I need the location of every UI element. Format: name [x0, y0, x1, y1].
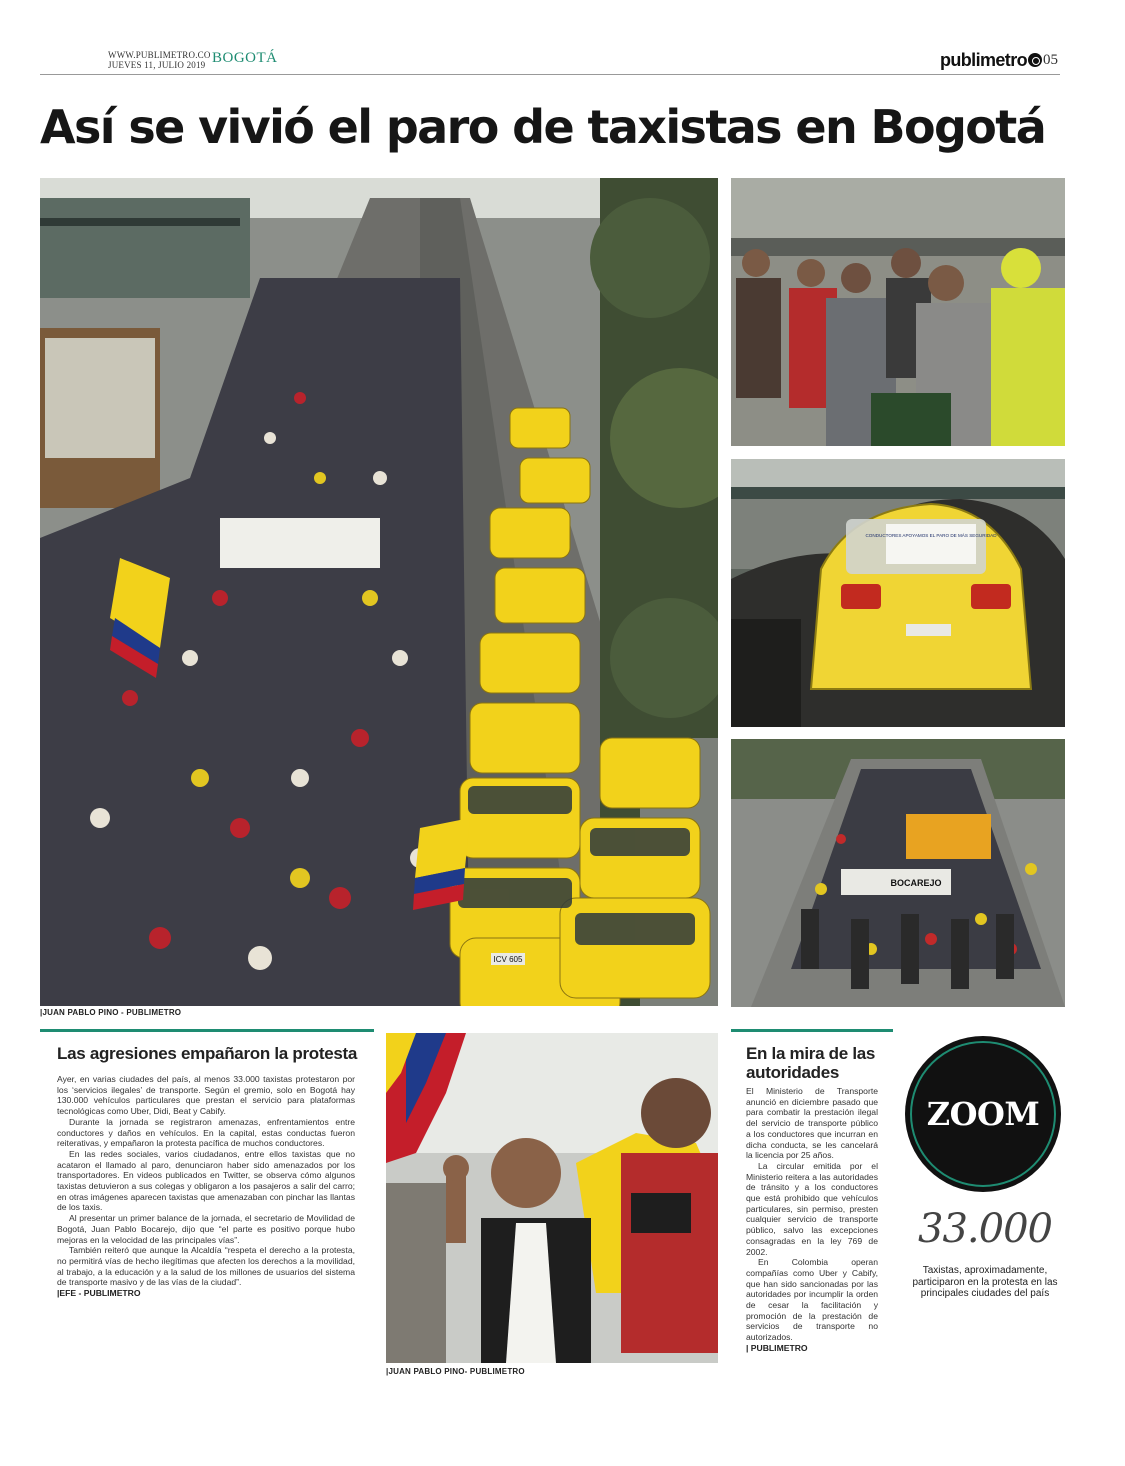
article-paragraph: Durante la jornada se registraron amenazas, enfrentamientos entre conductores y daños en vehículos. En la capital, estas conductas fueron reiterativas, y empañaron la protesta pacífica de muchos conductores. — [57, 1116, 355, 1149]
side-article-signature: | PUBLIMETRO — [746, 1342, 808, 1353]
photo-secretary-with-protesters — [386, 1033, 718, 1363]
license-plate: ICV 605 — [493, 955, 523, 964]
article-title: Las agresiones empañaron la protesta — [57, 1044, 358, 1063]
brand-name: publimetro — [940, 50, 1027, 70]
side-article-paragraph: La circular emitida por el Ministerio reitera a las autoridades de tránsito y a los conductores que está prohibido que vehículos particulares, sin permiso, presten cualquier servicio de transporte público, salvo las excepciones consagradas en la ley 769 de 2002. — [746, 1160, 878, 1257]
article-signature: |EFE - PUBLIMETRO — [57, 1288, 141, 1299]
brand-globe-icon — [1028, 53, 1042, 67]
taxi-sign-text: CONDUCTORES APOYAMOS EL PARO DE MÁS SEGURIDAD — [865, 533, 997, 538]
article-rule — [40, 1029, 374, 1032]
side-article-paragraph: El Ministerio de Transporte anunció en diciembre pasado que para combatir la prestación ilegal del servicio de transporte público a los conductores que incurran en dicha conducta, se les cancelará la licencia por 25 años. — [746, 1086, 878, 1161]
svg-text:CONDUCTORES APOYAMOS EL PARO D — [865, 532, 997, 538]
site-meta — [108, 50, 211, 70]
zoom-caption: Taxistas, aproximadamente, participaron en la protesta en las principales ciudades del país — [912, 1265, 1058, 1299]
article-paragraph: En las redes sociales, varios ciudadanos, entre ellos taxistas que no acataron el llamado al paro, denunciaron haber sido amenazados por los transportadores. En videos publicados en Twitter, se observa cómo algunos taxistas detuvieron a sus colegas y obligaron a los pasajeros a salir del carro; en otras imágenes aparecen taxistas que amenazaban con pinchar las llantas de los taxis. — [57, 1148, 355, 1213]
article-paragraph: Ayer, en varias ciudades del país, al menos 33.000 taxistas protestaron por los ‘servicios ilegales’ de transporte. Según el gremio, solo en Bogotá hay 130.000 vehículos particulares que prestan el servicio para plataformas tecnológicas como Uber, Didi, Beat y Cabify. — [57, 1074, 355, 1117]
section-label: BOGOTÁ — [212, 50, 278, 66]
article-body — [57, 1074, 355, 1299]
main-photo-taxi-protest — [40, 178, 718, 1006]
brand-logo — [940, 50, 1042, 71]
zoom-label: ZOOM — [926, 1095, 1040, 1133]
article-paragraph: Al presentar un primer balance de la jornada, el secretario de Movilidad de Bogotá, Juan Pablo Bocarejo, dijo que “el parte es positivo porque hubo mejoras en la velocidad de las principales vías”. — [57, 1213, 355, 1245]
header-divider — [40, 74, 1060, 75]
masthead — [0, 0, 1125, 80]
main-photo-credit: |JUAN PABLO PINO - PUBLIMETRO — [40, 1008, 182, 1017]
photo-taxi-sign — [731, 459, 1065, 727]
issue-date: JUEVES 11, JULIO 2019 — [108, 60, 206, 70]
photo-crowd-march — [731, 739, 1065, 1007]
side-article-paragraph: En Colombia operan compañías como Uber y Cabify, que han sido sancionadas por las autoridades por incumplir la orden de cesar la facilitación y promoción de la prestación de servicios de transporte no autorizados. — [746, 1257, 878, 1343]
site-url[interactable]: WWW.PUBLIMETRO.CO — [108, 50, 211, 60]
side-article-title: En la mira de las autoridades — [746, 1044, 876, 1082]
page-headline: Así se vivió el paro de taxistas en Bogotá — [40, 100, 1046, 154]
side-article-body — [746, 1086, 878, 1354]
page-number: 05 — [1043, 52, 1058, 68]
zoom-badge — [905, 1036, 1061, 1192]
photo-police-confrontation — [731, 178, 1065, 446]
article-paragraph: También reiteró que aunque la Alcaldía “respeta el derecho a la protesta, no permitirá vías de hecho ilegítimas que afecten los derechos a la movilidad, al trabajo, a la educación y a la salud de los millones de usuarios del sistema de transporte masivo y de las vías de la ciudad”. — [57, 1245, 355, 1288]
bottom-photo-credit: |JUAN PABLO PINO- PUBLIMETRO — [386, 1367, 525, 1376]
zoom-statistic: 33.000 — [918, 1206, 1052, 1252]
side-article-rule — [731, 1029, 893, 1032]
protest-banner-text: BOCAREJO — [890, 878, 942, 888]
